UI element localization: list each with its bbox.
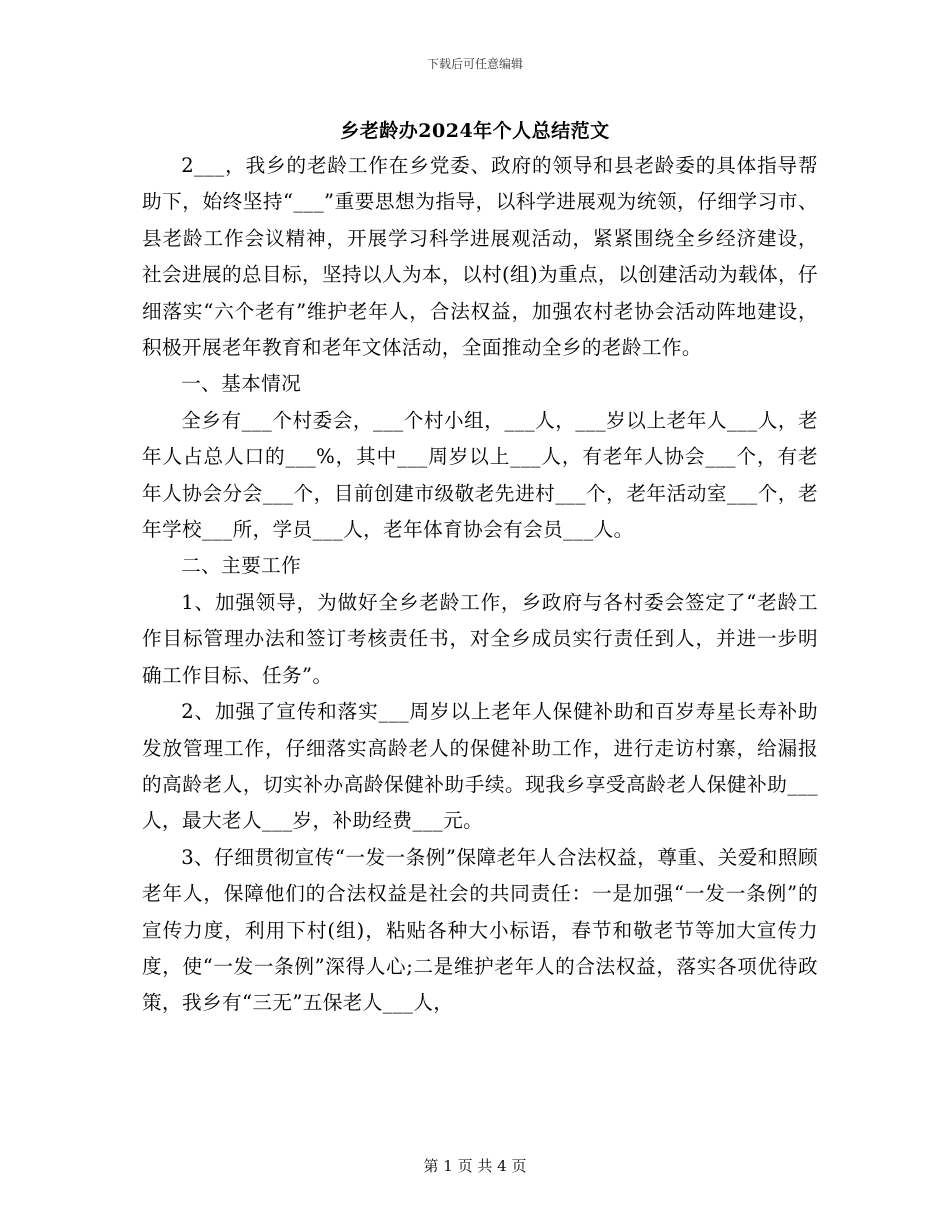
- paragraph-item-2: 2、加强了宣传和落实___周岁以上老年人保健补助和百岁寿星长寿补助发放管理工作，仔细落实高龄老人的保健补助工作，进行走访村寨，给漏报的高龄老人，切实补办高龄保健补助手续。现我乡享受高龄老人保健补助___人，最大老人___岁，补助经费___元。: [142, 700, 818, 833]
- page-number: 第 1 页 共 4 页: [423, 1157, 527, 1175]
- paragraph-intro: 2___，我乡的老龄工作在乡党委、政府的领导和县老龄委的具体指导帮助下，始终坚持“___”重要思想为指导，以科学进展观为统领，仔细学习市、县老龄工作会议精神，开展学习科学进展观活动，紧紧围绕全乡经济建设，社会进展的总目标，坚持以人为本，以村(组)为重点，以创建活动为载体，仔细落实“六个老有”维护老年人，合法权益，加强农村老协会活动阵地建设，积极开展老年教育和老年文体活动，全面推动全乡的老龄工作。: [142, 154, 818, 360]
- section-heading-basic: 一、基本情况: [181, 372, 302, 396]
- section-heading-main-work: 二、主要工作: [181, 554, 302, 578]
- paragraph-basic-info: 全乡有___个村委会，___个村小组，___人，___岁以上老年人___人，老年人占总人口的___%，其中___周岁以上___人，有老年人协会___个，有老年人协会分会___个，目前创建市级敬老先进村___个，老年活动室___个，老年学校___所，学员___人，老年体育协会有会员___人。: [142, 408, 818, 542]
- paragraph-item-1: 1、加强领导，为做好全乡老龄工作，乡政府与各村委会签定了“老龄工作目标管理办法和签订考核责任书，对全乡成员实行责任到人，并进一步明确工作目标、任务”。: [142, 590, 818, 687]
- document-body: [142, 148, 818, 1022]
- document-title: 乡老龄办2024年个人总结范文: [340, 120, 610, 142]
- paragraph-item-3: 3、仔细贯彻宣传“一发一条例”保障老年人合法权益，尊重、关爱和照顾老年人，保障他们的合法权益是社会的共同责任：一是加强“一发一条例”的宣传力度，利用下村(组)，粘贴各种大小标语，春节和敬老节等加大宣传力度，使“一发一条例”深得人心;二是维护老年人的合法权益，落实各项优待政策，我乡有“三无”五保老人___人，: [142, 845, 818, 1015]
- header-note: 下载后可任意编辑: [426, 57, 523, 71]
